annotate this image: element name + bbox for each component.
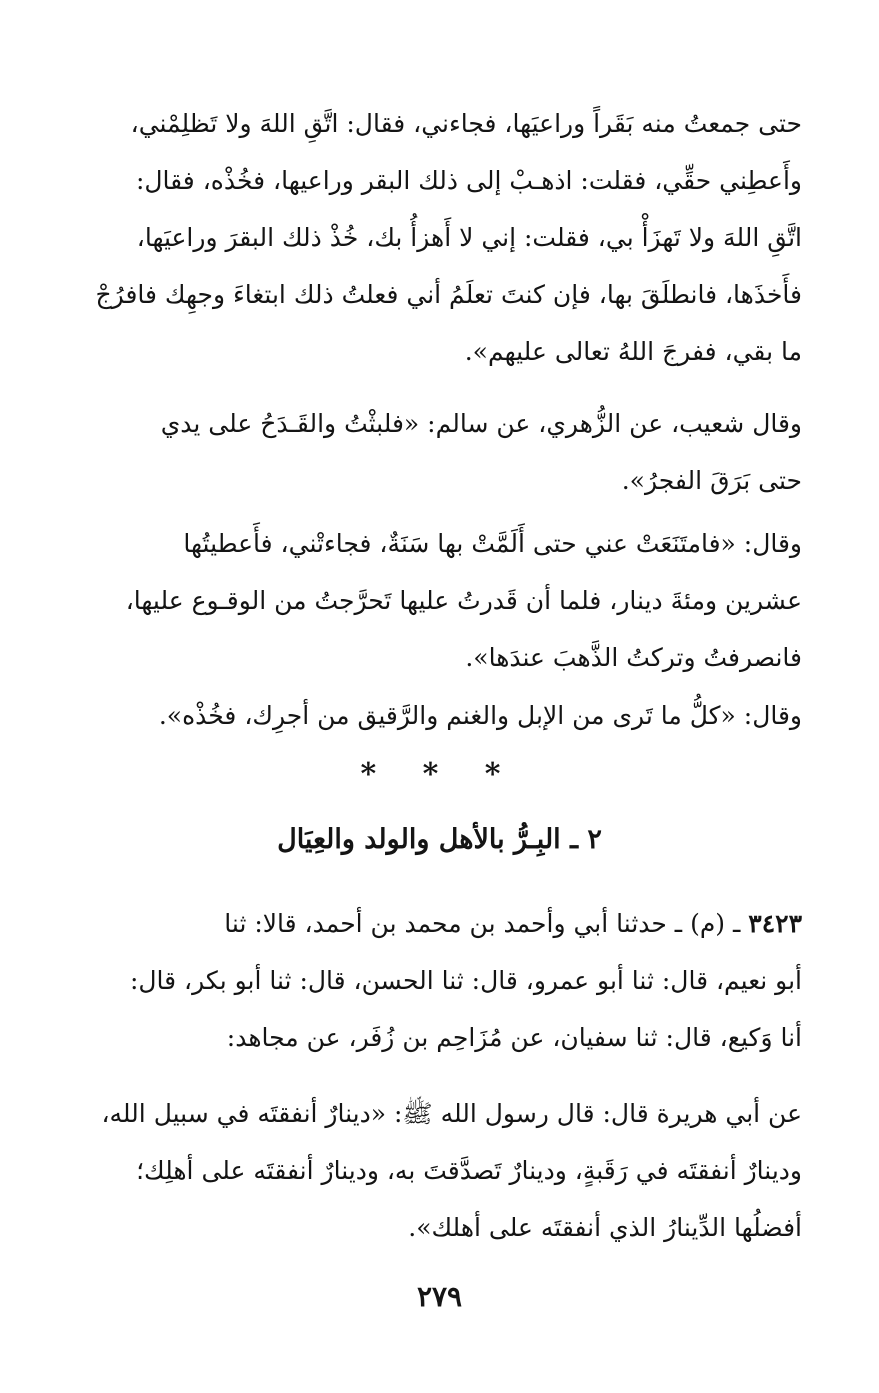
text-line: وقال: «كلُّ ما تَرى من الإبل والغنم والرَّقيق من أجرِك، فخُذْه». (158, 701, 802, 730)
text-line: ودينارٌ أنفقتَه في رَقَبةٍ، ودينارٌ تَصدَّقتَ به، ودينارٌ أنفقتَه على أهلِك؛ (136, 1156, 802, 1185)
text-line: ما بقي، ففرجَ اللهُ تعالى عليهم». (464, 337, 802, 366)
paragraph-hadith-chain (80, 895, 802, 1066)
paragraph-variant-narration (80, 515, 802, 686)
text-line: وقال شعيب، عن الزُّهري، عن سالم: «فلبثْتُ والقَـدَحُ على يدي (160, 409, 802, 438)
chain-text: ـ (م) ـ حدثنا أبي وأحمد بن محمد بن أحمد، قالا: ثنا (224, 909, 749, 938)
text-line: عشرين ومئةَ دينار، فلما أن قَدرتُ عليها تَحرَّجتُ من الوقـوع عليها، (125, 586, 802, 615)
text-line: وأَعطِني حقِّي، فقلت: اذهـبْ إلى ذلك البقر وراعيها، فخُذْه، فقال: (135, 166, 802, 195)
text-line (80, 895, 802, 952)
paragraph-shuayb-narration (80, 395, 802, 509)
text-line: وقال: «فامتَنَعَتْ عني حتى أَلَمَّتْ بها سَنَةٌ، فجاءتْني، فأَعطيتُها (183, 529, 802, 558)
section-separator: * * * (360, 757, 519, 792)
page-number: ٢٧٩ (416, 1280, 463, 1313)
text-line: عن أبي هريرة قال: قال رسول الله ﷺ: «دينارٌ أنفقتَه في سبيل الله، (101, 1099, 802, 1128)
hadith-number: ٣٤٢٣ (748, 909, 802, 938)
text-line: حتى جمعتُ منه بَقَراً وراعيَها، فجاءني، فقال: اتَّقِ اللهَ ولا تَظلِمْني، (130, 109, 802, 138)
section-heading: ٢ ـ البِـرُّ بالأهل والولد والعِيَال (277, 824, 602, 855)
text-line: اتَّقِ اللهَ ولا تَهزَأْ بي، فقلت: إني لا أَهزأُ بك، خُذْ ذلك البقرَ وراعيَها، (136, 223, 802, 252)
text-line: أفضلُها الدِّينارُ الذي أنفقتَه على أهلك». (408, 1213, 802, 1242)
paragraph-hadith-text (80, 1085, 802, 1256)
text-line: أبو نعيم، قال: ثنا أبو عمرو، قال: ثنا الحسن، قال: ثنا أبو بكر، قال: (129, 966, 802, 995)
paragraph-short-narration (80, 687, 802, 744)
text-line: فانصرفتُ وتركتُ الذَّهبَ عندَها». (465, 643, 802, 672)
text-line: حتى بَرَقَ الفجرُ». (621, 466, 802, 495)
text-line: فأَخذَها، فانطلَقَ بها، فإن كنتَ تعلَمُ أني فعلتُ ذلك ابتغاءَ وجهِك فافرُجْ (95, 280, 802, 309)
text-line: أنا وَكيع، قال: ثنا سفيان، عن مُزَاحِم بن زُفَر، عن مجاهد: (226, 1023, 802, 1052)
paragraph-story-end (80, 95, 802, 380)
